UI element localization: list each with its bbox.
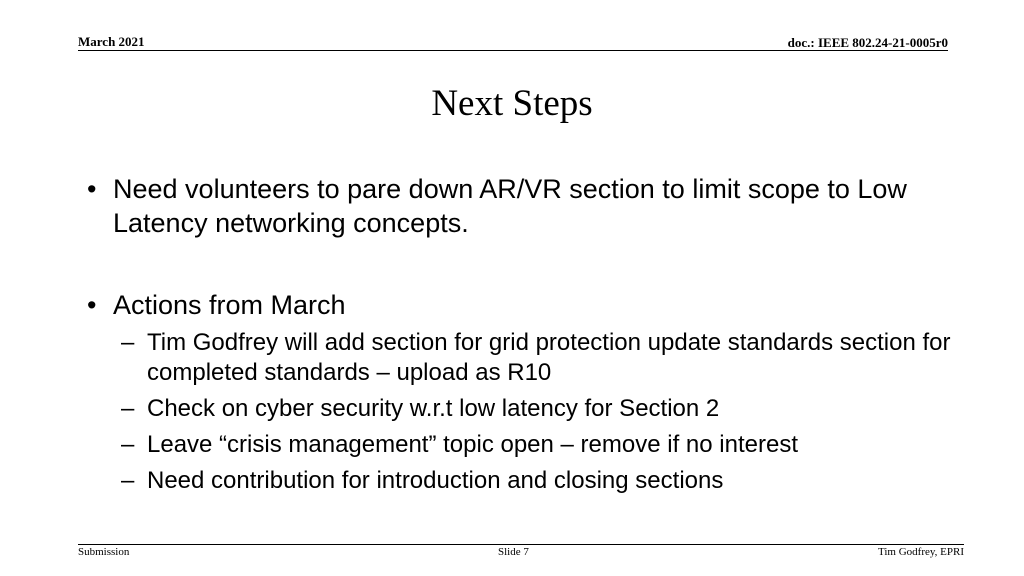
- footer-submission: Submission: [78, 546, 130, 558]
- sub-bullet-marker: –: [121, 395, 135, 422]
- sub-bullet-text: Check on cyber security w.r.t low latency for Section 2: [147, 395, 720, 422]
- sub-bullet-item: [121, 466, 967, 496]
- sub-bullet-item: [121, 328, 967, 388]
- bullet-text: Need volunteers to pare down AR/VR section to limit scope to Low Latency networking concepts.: [113, 174, 907, 238]
- sub-bullet-text: Tim Godfrey will add section for grid protection update standards section for completed standards – upload as R10: [147, 329, 951, 386]
- slide-title: Next Steps: [431, 83, 593, 124]
- header-date: March 2021: [78, 34, 145, 49]
- bullet-item: [87, 172, 967, 240]
- bullet-marker: •: [87, 174, 97, 204]
- sub-bullet-marker: –: [121, 329, 135, 356]
- bullet-text: Actions from March: [113, 290, 346, 320]
- header-doc-id: doc.: IEEE 802.24-21-0005r0: [787, 35, 948, 50]
- sub-bullet-marker: –: [121, 467, 135, 494]
- sub-bullet-text: Leave “crisis management” topic open – remove if no interest: [147, 431, 798, 458]
- sub-bullet-item: [121, 430, 967, 460]
- sub-bullet-item: [121, 394, 967, 424]
- footer-author: Tim Godfrey, EPRI: [878, 546, 964, 558]
- footer-slide-number: Slide 7: [498, 546, 529, 558]
- footer-divider: [78, 544, 964, 545]
- bullet-item: [87, 288, 967, 322]
- bullet-marker: •: [87, 290, 97, 320]
- sub-bullet-text: Need contribution for introduction and closing sections: [147, 467, 724, 494]
- sub-bullet-marker: –: [121, 431, 135, 458]
- header-divider: [78, 50, 948, 51]
- slide-body: [87, 172, 967, 496]
